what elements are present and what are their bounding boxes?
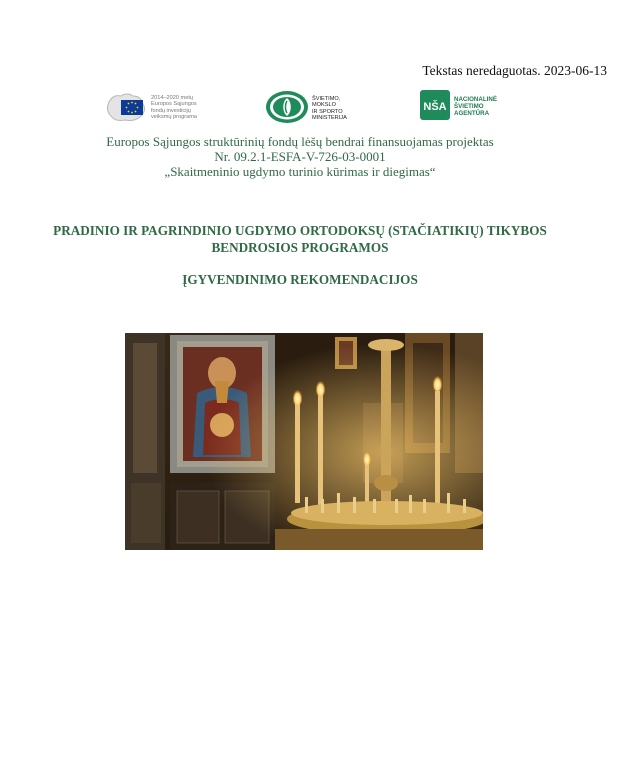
agency-logo-text: NACIONALINĖ ŠVIETIMO AGENTŪRA — [454, 96, 497, 117]
eu-logo-text: 2014–2020 metų Europos Sąjungos fondų investicijų veiksmų programa — [151, 95, 198, 121]
title-line-2: BENDROSIOS PROGRAMOS — [211, 240, 389, 255]
nsa-mark: NŠA — [423, 101, 447, 113]
ministry-logo-text: ŠVIETIMO, MOKSLO IR SPORTO MINISTERIJA — [312, 96, 347, 122]
church-candles-image — [125, 333, 483, 550]
draft-note: Tekstas neredaguotas. 2023-06-13 — [422, 63, 607, 78]
cover-photo — [125, 333, 483, 550]
document-title — [0, 222, 600, 256]
title-line-1: PRADINIO IR PAGRINDINIO UGDYMO ORTODOKSŲ (STAČIATIKIŲ) TIKYBOS — [53, 223, 547, 238]
nsa-icon — [420, 90, 450, 120]
project-name: „Skaitmeninio ugdymo turinio kūrimas ir diegimas“ — [164, 164, 436, 179]
logo-bar — [0, 90, 641, 124]
document-subtitle: ĮGYVENDINIMO REKOMENDACIJOS — [182, 272, 418, 287]
project-info — [0, 134, 600, 179]
ministry-emblem-icon — [265, 90, 309, 124]
project-number: Nr. 09.2.1-ESFA-V-726-03-0001 — [214, 149, 386, 164]
eu-funds-logo — [105, 90, 205, 124]
eu-structural-funds-icon — [105, 90, 149, 124]
agency-logo — [420, 90, 515, 124]
project-funding-line: Europos Sąjungos struktūrinių fondų lėšų bendrai finansuojamas projektas — [106, 134, 494, 149]
ministry-logo — [265, 90, 355, 124]
